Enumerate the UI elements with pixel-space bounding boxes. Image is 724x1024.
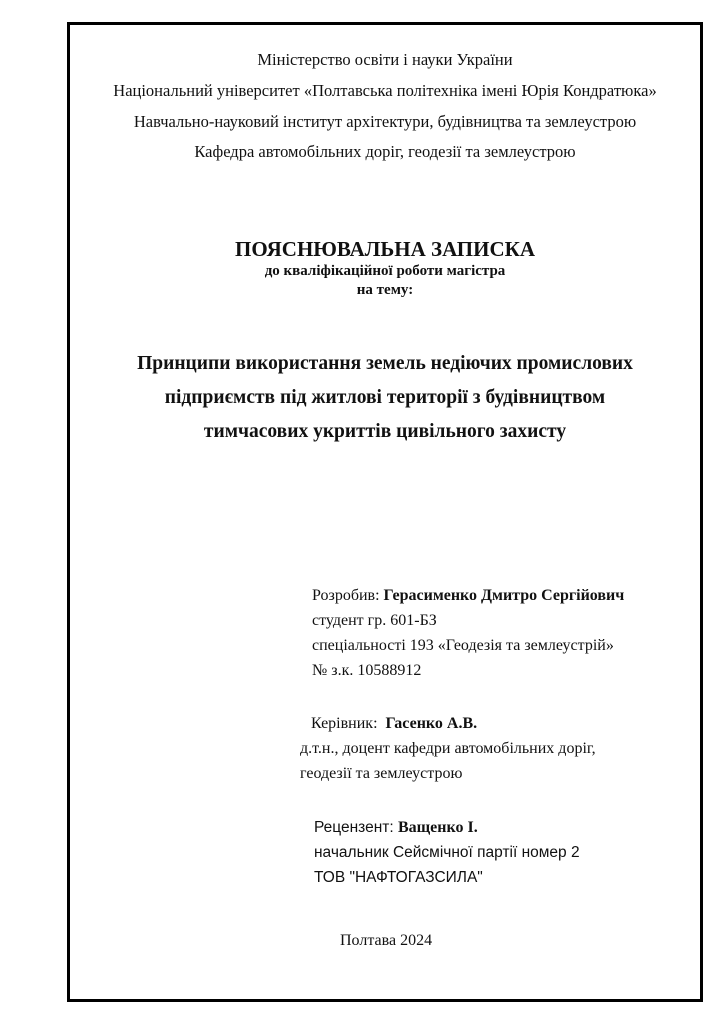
document-subtitle: до кваліфікаційної роботи магістра <box>264 263 506 279</box>
document-subtitle-topic-label: на тему: <box>356 282 414 298</box>
author-specialty: спеціальності 193 «Геодезія та землеустрій» <box>312 637 614 654</box>
author-name: Герасименко Дмитро Сергійович <box>383 587 625 604</box>
supervisor-line <box>311 714 477 734</box>
supervisor-label: Керівник: <box>311 715 386 732</box>
document-title: ПОЯСНЮВАЛЬНА ЗАПИСКА <box>234 237 536 261</box>
author-record-book: № з.к. 10588912 <box>312 662 422 679</box>
author-group: студент гр. 601-БЗ <box>312 612 437 629</box>
topic-line-1: Принципи використання земель недіючих промислових <box>137 353 633 374</box>
city-year: Полтава 2024 <box>340 932 433 949</box>
author-label: Розробив: <box>312 587 384 604</box>
author-line <box>312 586 624 606</box>
reviewer-organization: ТОВ "НАФТОГАЗСИЛА" <box>314 869 483 886</box>
reviewer-line <box>314 818 478 838</box>
reviewer-position: начальник Сейсмічної партії номер 2 <box>314 844 580 861</box>
reviewer-label: Рецензент: <box>314 819 398 836</box>
university-line: Національний університет «Полтавська політехніка імені Юрія Кондратюка» <box>113 81 657 100</box>
ministry-line: Міністерство освіти і науки України <box>257 50 513 69</box>
reviewer-name: Ващенко І. <box>398 819 478 836</box>
institute-line: Навчально-науковий інститут архітектури, будівництва та землеустрою <box>133 112 637 131</box>
supervisor-position-line-1: д.т.н., доцент кафедри автомобільних доріг, <box>300 740 596 757</box>
department-line: Кафедра автомобільних доріг, геодезії та землеустрою <box>194 142 576 161</box>
topic-line-2: підприємств під житлові території з будівництвом <box>164 387 606 408</box>
topic-line-3: тимчасових укриттів цивільного захисту <box>203 421 567 442</box>
supervisor-name: Гасенко А.В. <box>385 715 478 732</box>
supervisor-position-line-2: геодезії та землеустрою <box>300 765 463 782</box>
